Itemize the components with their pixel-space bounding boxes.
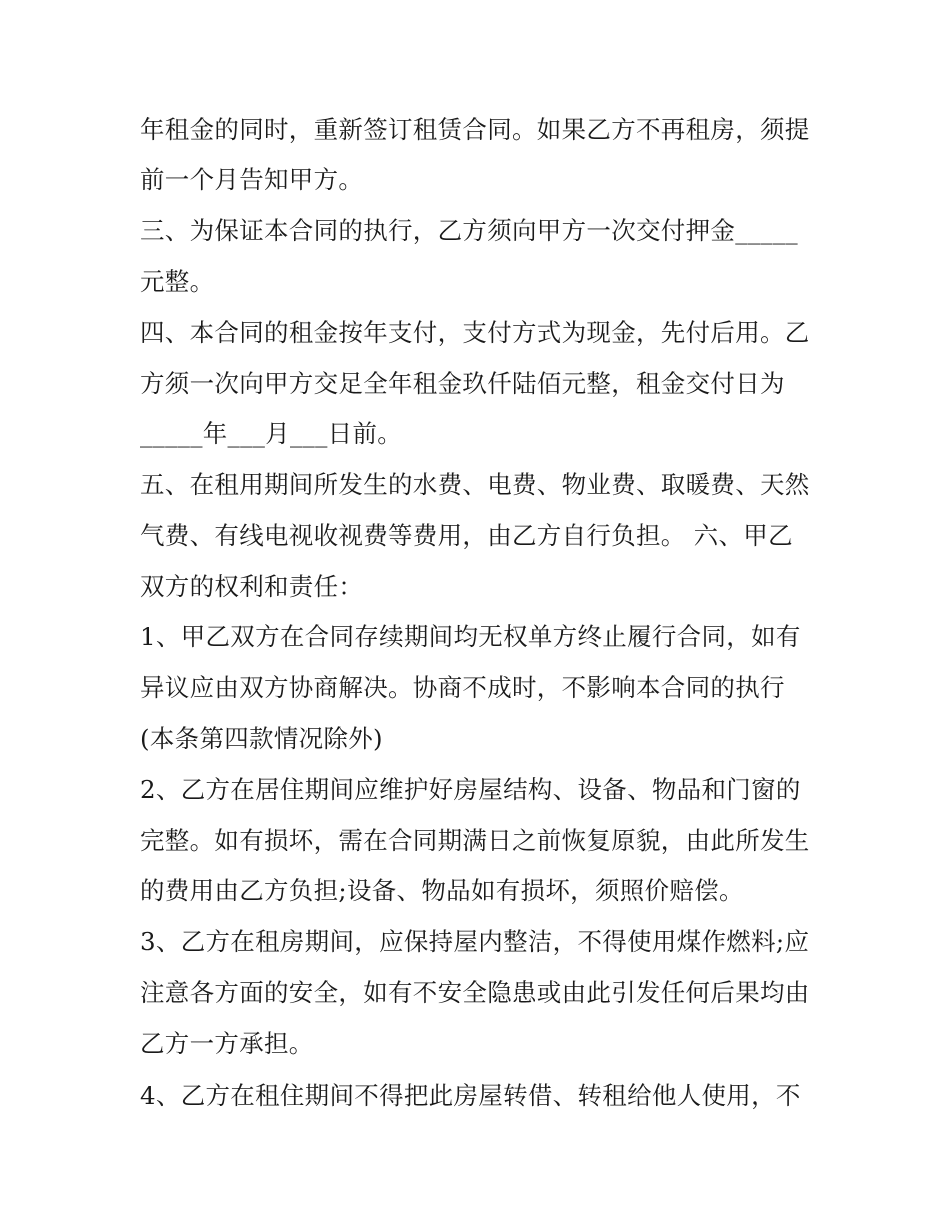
text-line: 三、为保证本合同的执行，乙方须向甲方一次交付押金_____ xyxy=(140,216,798,245)
text-line: _____年___月___日前。 xyxy=(140,419,403,448)
text-line: 方须一次向甲方交足全年租金玖仟陆佰元整，租金交付日为 xyxy=(140,369,785,398)
text-line: 四、本合同的租金按年支付，支付方式为现金，先付后用。乙 xyxy=(140,318,810,347)
text-line: 3、乙方在租房期间，应保持屋内整洁，不得使用煤作燃料;应 xyxy=(140,927,810,956)
text-line: 1、甲乙双方在合同存续期间均无权单方终止履行合同，如有 xyxy=(140,622,801,651)
text-line: 前一个月告知甲方。 xyxy=(140,165,364,194)
text-line: 乙方一方承担。 xyxy=(140,1029,314,1058)
text-line: 注意各方面的安全，如有不安全隐患或由此引发任何后果均由 xyxy=(140,978,810,1007)
text-line: 完整。如有损坏，需在合同期满日之前恢复原貌，由此所发生 xyxy=(140,826,810,855)
text-line: (本条第四款情况除外) xyxy=(140,724,383,753)
text-line: 2、乙方在居住期间应维护好房屋结构、设备、物品和门窗的 xyxy=(140,775,801,804)
text-line: 五、在租用期间所发生的水费、电费、物业费、取暖费、天然 xyxy=(140,470,810,499)
text-line: 异议应由双方协商解决。协商不成时，不影响本合同的执行 xyxy=(140,673,785,702)
text-line: 的费用由乙方负担;设备、物品如有损坏，须照价赔偿。 xyxy=(140,876,744,905)
text-line: 双方的权利和责任： xyxy=(140,572,364,601)
text-line: 年租金的同时，重新签订租赁合同。如果乙方不再租房，须提 xyxy=(140,115,810,144)
text-line: 元整。 xyxy=(140,267,215,296)
text-line: 气费、有线电视收视费等费用，由乙方自行负担。 六、甲乙 xyxy=(140,521,793,550)
text-line: 4、乙方在租住期间不得把此房屋转借、转租给他人使用，不 xyxy=(140,1081,801,1110)
